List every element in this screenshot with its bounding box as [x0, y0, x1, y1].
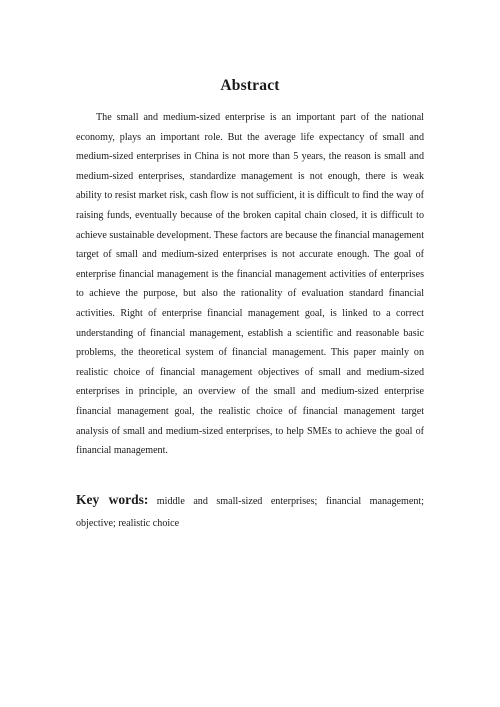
keywords-text: middle and small-sized enterprises; financial management; objective; realistic choice: [76, 496, 424, 529]
abstract-title: Abstract: [220, 77, 280, 94]
abstract-body: The small and medium-sized enterprise is an important part of the national economy, plays an important role. But the average life expectancy of small and medium-sized enterprises in China is not more than 5 years, the reason is small and medium-sized enterprises, standardize management is not enough, there is weak ability to resist market risk, cash flow is not sufficient, it is difficult to find the way of raising funds, eventually because of the broken capital chain closed, it is difficult to achieve sustainable development. These factors are because the financial management target of small and medium-sized enterprises is not accurate enough. The goal of enterprise financial management is the financial management activities of enterprises to achieve the purpose, but also the rationality of evaluation standard financial activities. Right of enterprise financial management goal, is linked to a correct understanding of financial management, establish a scientific and reasonable basic problems, the theoretical system of financial management. This paper mainly on realistic choice of financial management objectives of small and medium-sized enterprises in principle, an overview of the small and medium-sized enterprise financial management goal, the realistic choice of financial management target analysis of small and medium-sized enterprises, to help SMEs to achieve the goal of financial management.: [76, 112, 424, 457]
keywords-line: [76, 489, 424, 535]
keywords-label: Key words:: [76, 492, 149, 507]
